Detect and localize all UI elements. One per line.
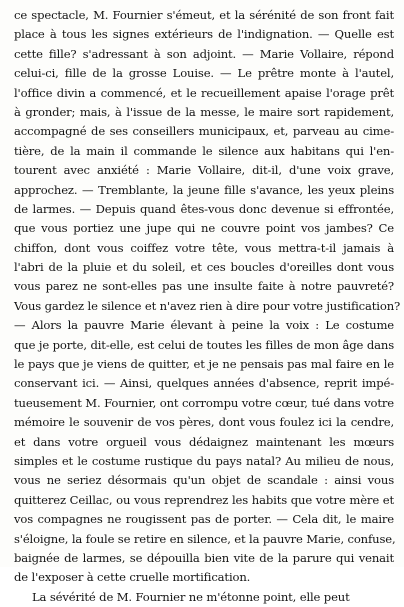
text-line: accompagné de ses conseillers municipaux, et, parveau au cime-	[14, 124, 394, 139]
text-line: tueusement M. Fournier, ont corrompu votre cœur, tué dans votre	[14, 395, 394, 410]
text-line: conservant ici. — Ainsi, quelques années d'absence, reprit impé-	[14, 376, 394, 391]
text-line: Vous gardez le silence et n'avez rien à dire pour votre justification?	[14, 298, 401, 313]
text-line: cette fille? s'adressant à son adjoint. — Marie Vollaire, répond	[14, 46, 394, 61]
page-text	[14, 6, 401, 604]
text-line: de larmes. — Depuis quand êtes-vous donc devenue si effrontée,	[14, 201, 394, 216]
text-line: mémoire le souvenir de vos pères, dont vous foulez ici la cendre,	[14, 415, 394, 430]
text-line: vous ne seriez désormais qu'un objet de scandale : ainsi vous	[14, 473, 394, 488]
text-line: l'office divin a commencé, et le recueillement apaise l'orage prêt	[14, 85, 394, 100]
text-line: à gronder; mais, à l'issue de la messe, le maire sort rapidement,	[14, 104, 394, 119]
text-line: chiffon, dont vous coiffez votre tête, vous mettra-t-il jamais à	[14, 240, 394, 255]
text-line: vous parez ne sont-elles pas une insulte faite à notre pauvreté?	[14, 279, 394, 294]
text-line: quitterez Ceillac, ou vous reprendrez les habits que votre mère et	[14, 492, 394, 507]
text-line: place à tous les signes extérieurs de l'indignation. — Quelle est	[14, 27, 394, 42]
text-line: que vous portiez une jupe qui ne couvre point vos jambes? Ce	[14, 221, 394, 236]
text-line: celui-ci, fille de la grosse Louise. — Le prêtre monte à l'autel,	[14, 66, 394, 81]
text-line: simples et le costume rustique du pays natal? Au milieu de nous,	[14, 453, 394, 468]
text-line: — Alors la pauvre Marie élevant à peine la voix : Le costume	[14, 318, 394, 333]
text-line-partial: La sévérité de M. Fournier ne m'étonne point, elle peut	[32, 589, 350, 604]
text-line: ce spectacle, M. Fournier s'émeut, et la sérénité de son front fait	[14, 8, 394, 22]
text-line: tière, de la main il commande le silence aux habitans qui l'en-	[14, 143, 394, 158]
text-line: que je porte, dit-elle, est celui de toutes les filles de mon âge dans	[14, 337, 394, 352]
text-line: tourent avec anxiété : Marie Vollaire, dit-il, d'une voix grave,	[14, 163, 394, 178]
text-line: vos compagnes ne rougissent pas de porter. — Cela dit, le maire	[14, 512, 394, 527]
text-line: s'éloigne, la foule se retire en silence, et la pauvre Marie, confuse,	[14, 531, 396, 546]
text-line: et dans votre orgueil vous dédaignez maintenant les mœurs	[14, 434, 394, 449]
text-line: l'abri de la pluie et du soleil, et ces boucles d'oreilles dont vous	[14, 260, 394, 275]
text-line: de l'exposer à cette cruelle mortification.	[14, 570, 251, 585]
text-line: baignée de larmes, se dépouilla bien vite de la parure qui venait	[14, 550, 394, 565]
text-line: approchez. — Tremblante, la jeune fille s'avance, les yeux pleins	[14, 182, 394, 197]
text-line: le pays que je viens de quitter, et je ne pensais pas mal faire en le	[14, 357, 394, 372]
